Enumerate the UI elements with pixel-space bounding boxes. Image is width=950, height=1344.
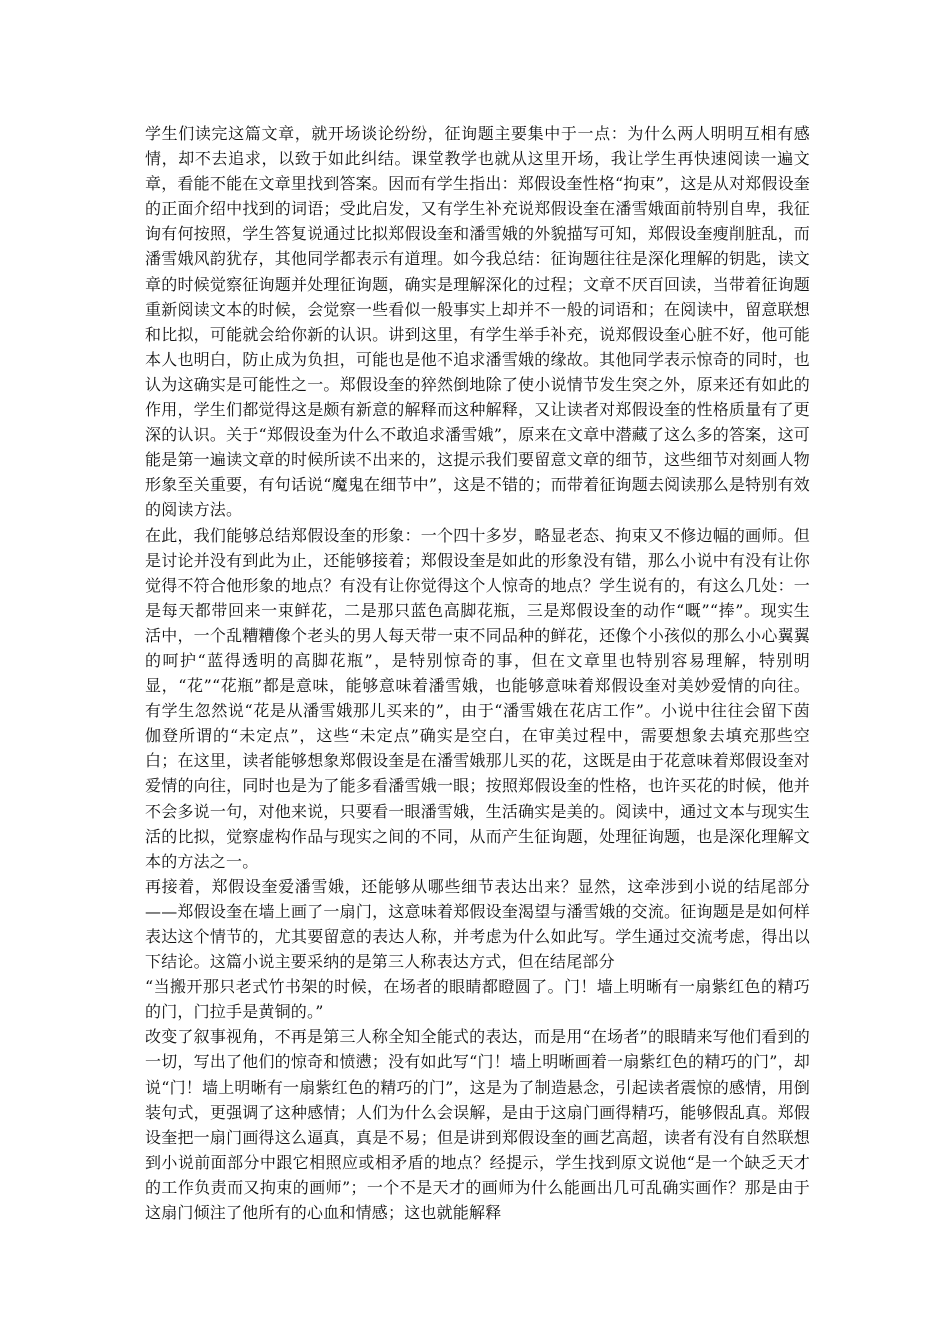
document-page xyxy=(145,121,810,1225)
paragraph-5: 改变了叙事视角，不再是第三人称全知全能式的表达，而是用“在场者”的眼睛来写他们看到的一切，写出了他们的惊奇和愤懑；没有如此写“门！墙上明晰画着一扇紫红色的精巧的门”，却说“门！墙上明晰有一扇紫红色的精巧的门”，这是为了制造悬念，引起读者震惊的感情，用倒装句式，更强调了这种感情；人们为什么会误解，是由于这扇门画得精巧，能够假乱真。郑假设奎把一扇门画得这么逼真，真是不易；但是讲到郑假设奎的画艺高超，读者有没有自然联想到小说前面部分中跟它相照应或相矛盾的地点？经提示，学生找到原文说他“是一个缺乏天才的工作负责而又拘束的画师”；一个不是天才的画师为什么能画出几可乱确实画作？那是由于这扇门倾注了他所有的心血和情感；这也就能解释 xyxy=(145,1027,810,1223)
paragraph-2: 在此，我们能够总结郑假设奎的形象：一个四十多岁，略显老态、拘束又不修边幅的画师。但是讨论并没有到此为止，还能够接着；郑假设奎是如此的形象没有错，那么小说中有没有让你觉得不符合他形象的地点？有没有让你觉得这个人惊奇的地点？学生说有的，有这么几处：一是每天都带回来一束鲜花，二是那只蓝色高脚花瓶，三是郑假设奎的动作“嘅”“捧”。现实生活中，一个乱糟糟像个老头的男人每天带一束不同品种的鲜花，还像个小孩似的那么小心翼翼的呵护“蓝得透明的高脚花瓶”，是特别惊奇的事，但在文章里也特别容易理解，特别明显，“花”“花瓶”都是意味，能够意味着潘雪娥，也能够意味着郑假设奎对美妙爱情的向往。有学生忽然说“花是从潘雪娥那儿买来的”，由于“潘雪娥在花店工作”。小说中往往会留下茵伽登所谓的“未定点”，这些“未定点”确实是空白，在审美过程中，需要想象去填充那些空白；在这里，读者能够想象郑假设奎是在潘雪娥那儿买的花，这既是由于花意味着郑假设奎对爱情的向往，同时也是为了能多看潘雪娥一眼；按照郑假设奎的性格，也许买花的时候，他并不会多说一句，对他来说，只要看一眼潘雪娥，生活确实是美的。阅读中，通过文本与现实生活的比拟，觉察虚构作品与现实之间的不同，从而产生征询题，处理征询题，也是深化理解文本的方法之一。 xyxy=(145,525,810,871)
paragraph-quote: “当搬开那只老式竹书架的时候，在场者的眼睛都瞪圆了。门！墙上明晰有一扇紫红色的精巧的门，门拉手是黄铜的。” xyxy=(145,977,810,1022)
paragraph-1: 学生们读完这篇文章，就开场谈论纷纷，征询题主要集中于一点：为什么两人明明互相有感情，却不去追求，以致于如此纠结。课堂教学也就从这里开场，我让学生再快速阅读一遍文章，看能不能在文章里找到答案。因而有学生指出：郑假设奎性格“拘束”，这是从对郑假设奎的正面介绍中找到的词语；受此启发，又有学生补充说郑假设奎在潘雪娥面前特别自卑，我征询有何按照，学生答复说通过比拟郑假设奎和潘雪娥的外貌描写可知，郑假设奎瘦削脏乱，而潘雪娥风韵犹存，其他同学都表示有道理。如今我总结：征询题往往是深化理解的钥匙，读文章的时候觉察征询题并处理征询题，确实是理解深化的过程；文章不厌百回读，当带着征询题重新阅读文本的时候，会觉察一些看似一般事实上却并不一般的词语和；在阅读中，留意联想和比拟，可能就会给你新的认识。讲到这里，有学生举手补充，说郑假设奎心脏不好，他可能本人也明白，防止成为负担，可能也是他不追求潘雪娥的缘故。其他同学表示惊奇的同时，也认为这确实是可能性之一。郑假设奎的猝然倒地除了使小说情节发生突之外，原来还有如此的作用，学生们都觉得这是颇有新意的解释而这种解释，又让读者对郑假设奎的性格质量有了更深的认识。关于“郑假设奎为什么不敢追求潘雪娥”，原来在文章中潜藏了这么多的答案，这可能是第一遍读文章的时候所读不出来的，这提示我们要留意文章的细节，这些细节对刻画人物形象至关重要，有句话说“魔鬼在细节中”，这是不错的；而带着征询题去阅读那么是特别有效的阅读方法。 xyxy=(145,124,810,520)
paragraph-3: 再接着，郑假设奎爱潘雪娥，还能够从哪些细节表达出来？显然，这牵涉到小说的结尾部分——郑假设奎在墙上画了一扇门，这意味着郑假设奎渴望与潘雪娥的交流。征询题是是如何样表达这个情节的，尤其要留意的表达人称，并考虑为什么如此写。学生通过交流考虑，得出以下结论。这篇小说主要采纳的是第三人称表达方式，但在结尾部分 xyxy=(145,876,810,972)
